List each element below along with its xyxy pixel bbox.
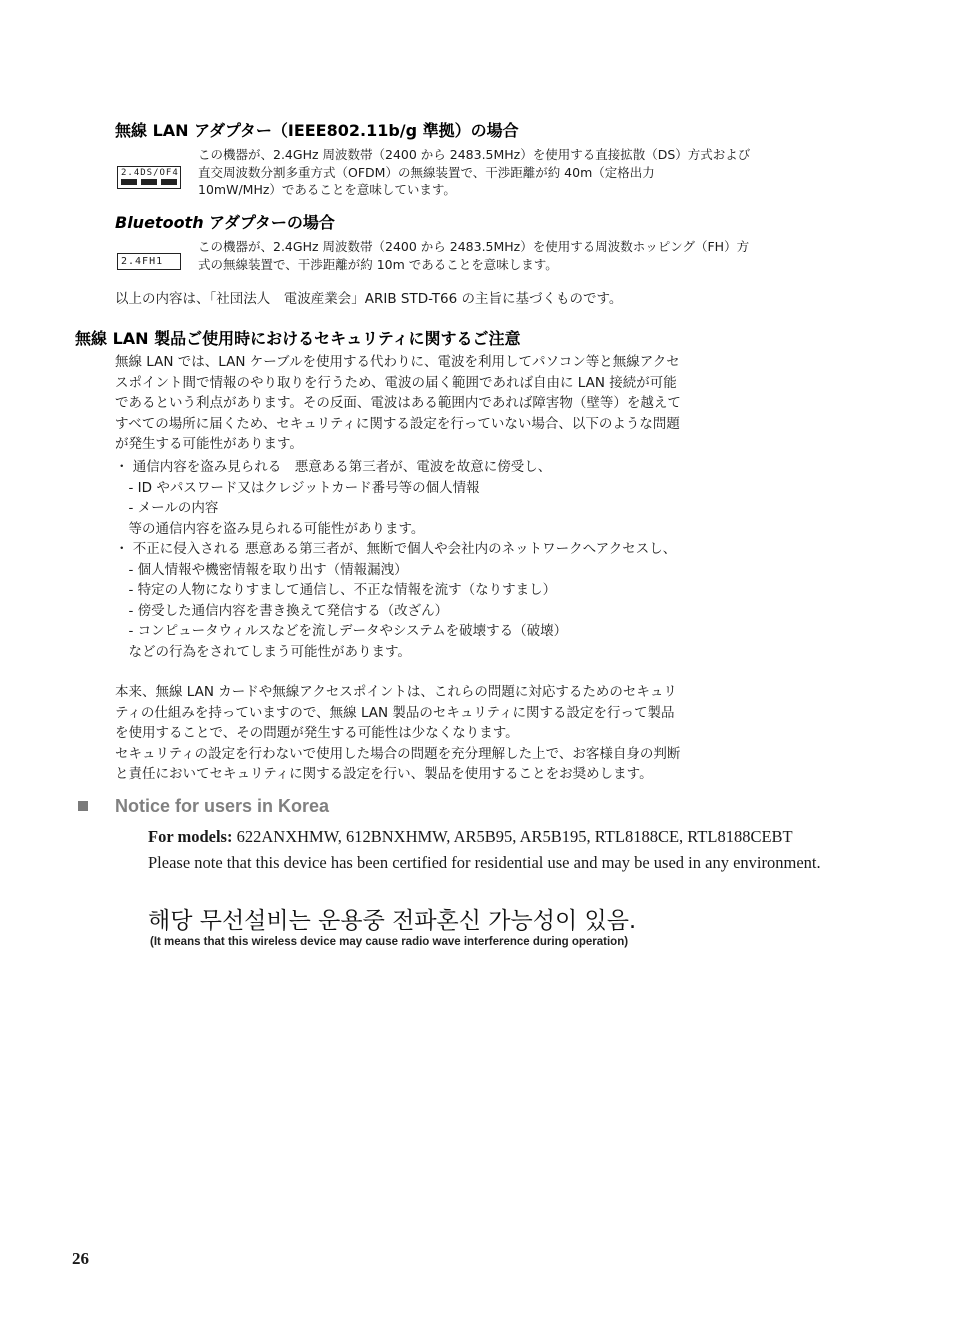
- square-bullet-icon: [78, 801, 88, 811]
- paragraph-line: スポイント間で情報のやり取りを行うため、電波の届く範囲であれば自由に LAN 接続が可能: [115, 374, 677, 391]
- paragraph-line: セキュリティの設定を行わないで使用した場合の問題を充分理解した上で、お客様自身の判断: [115, 745, 681, 762]
- risk-list: [115, 457, 855, 662]
- wlan-frequency-badge: [117, 166, 181, 189]
- source-line: 以上の内容は、「社団法人 電波産業会」ARIB STD-T66 の主旨に基づくものです。: [115, 291, 623, 307]
- badge-bars-icon: [118, 179, 180, 187]
- list-item: - 傍受した通信内容を書き換えて発信する（改ざん）: [115, 602, 449, 619]
- paragraph-line: 無線 LAN では、LAN ケーブルを使用する代わりに、電波を利用してパソコン等と無線アクセ: [115, 354, 680, 370]
- bt-line: この機器が、2.4GHz 周波数帯（2400 から 2483.5MHz）を使用する周波数ホッピング（FH）方: [198, 239, 750, 254]
- list-item: 等の通信内容を盗み見られる可能性があります。: [115, 520, 425, 537]
- security-heading: 無線 LAN 製品ご使用時におけるセキュリティに関するご注意: [75, 329, 521, 348]
- security-paragraph-1: [115, 352, 855, 455]
- page-number: 26: [72, 1249, 89, 1268]
- residential-note: Please note that this device has been certified for residential use and may be used in any environment.: [148, 853, 821, 872]
- list-item: - 特定の人物になりすまして通信し、不正な情報を流す（なりすまし）: [115, 582, 557, 598]
- paragraph-line: すべての場所に届くため、セキュリティに関する設定を行っていない場合、以下のような問題: [115, 415, 680, 432]
- paragraph-line: と責任においてセキュリティに関する設定を行い、製品を使用することをお奨めします。: [115, 766, 653, 782]
- list-item: - ID やパスワード又はクレジットカード番号等の個人情報: [115, 479, 480, 496]
- bluetooth-heading: [115, 210, 335, 233]
- models-label: For models:: [148, 827, 233, 846]
- list-item: ・ 不正に侵入される 悪意ある第三者が、無断で個人や会社内のネットワークへアクセスし、: [115, 541, 677, 557]
- list-item: - 個人情報や機密情報を取り出す（情報漏洩）: [115, 561, 408, 578]
- list-item: ・ 通信内容を盗み見られる 悪意ある第三者が、電波を故意に傍受し、: [115, 459, 552, 475]
- paragraph-line: ティの仕組みを持っていますので、無線 LAN 製品のセキュリティに関する設定を行って製品: [115, 704, 675, 721]
- bluetooth-heading-italic: Bluetooth: [115, 213, 204, 232]
- paragraph-line: を使用することで、その問題が発生する可能性は少なくなります。: [115, 725, 519, 741]
- paragraph-line: であるという利点があります。その反面、電波はある範囲内であれば障害物（壁等）を越えて: [115, 395, 681, 411]
- list-item: - コンピュータウィルスなどを流しデータやシステムを破壊する（破壊）: [115, 623, 568, 639]
- wlan-line: 直交周波数分割多重方式（OFDM）の無線装置で、干渉距離が約 40m（定格出力: [198, 164, 655, 180]
- bluetooth-description: [198, 238, 848, 273]
- bluetooth-heading-rest: アダプターの場合: [203, 213, 335, 232]
- bt-line: 式の無線装置で、干渉距離が約 10m であることを意味します。: [198, 256, 558, 272]
- wlan-line: この機器が、2.4GHz 周波数帯（2400 から 2483.5MHz）を使用する直接拡散（DS）方式および: [198, 147, 751, 162]
- models-line: [148, 824, 793, 849]
- wlan-description: [198, 146, 848, 199]
- security-paragraph-2: [115, 682, 855, 785]
- korean-translation: (It means that this wireless device may cause radio wave interference during operation): [150, 936, 629, 948]
- wlan-line: 10mW/MHz）であることを意味しています。: [198, 182, 456, 197]
- korea-notice-title: Notice for users in Korea: [115, 796, 330, 816]
- paragraph-line: 本来、無線 LAN カードや無線アクセスポイントは、これらの問題に対応するためのセキュリ: [115, 684, 677, 700]
- paragraph-line: が発生する可能性があります。: [115, 436, 303, 452]
- models-value: 622ANXHMW, 612BNXHMW, AR5B95, AR5B195, RTL8188CE, RTL8188CEBT: [232, 827, 793, 846]
- korean-notice: 해당 무선설비는 운용중 전파혼신 가능성이 있음.: [148, 908, 637, 934]
- list-item: - メールの内容: [115, 500, 219, 516]
- wlan-heading: 無線 LAN アダプター（IEEE802.11b/g 準拠）の場合: [115, 121, 519, 140]
- bt-badge-text: 2.4FH1: [121, 256, 164, 267]
- list-item: などの行為をされてしまう可能性があります。: [115, 643, 411, 660]
- bluetooth-frequency-badge: [117, 253, 181, 270]
- wlan-badge-text: 2.4DS/OF4: [121, 168, 179, 178]
